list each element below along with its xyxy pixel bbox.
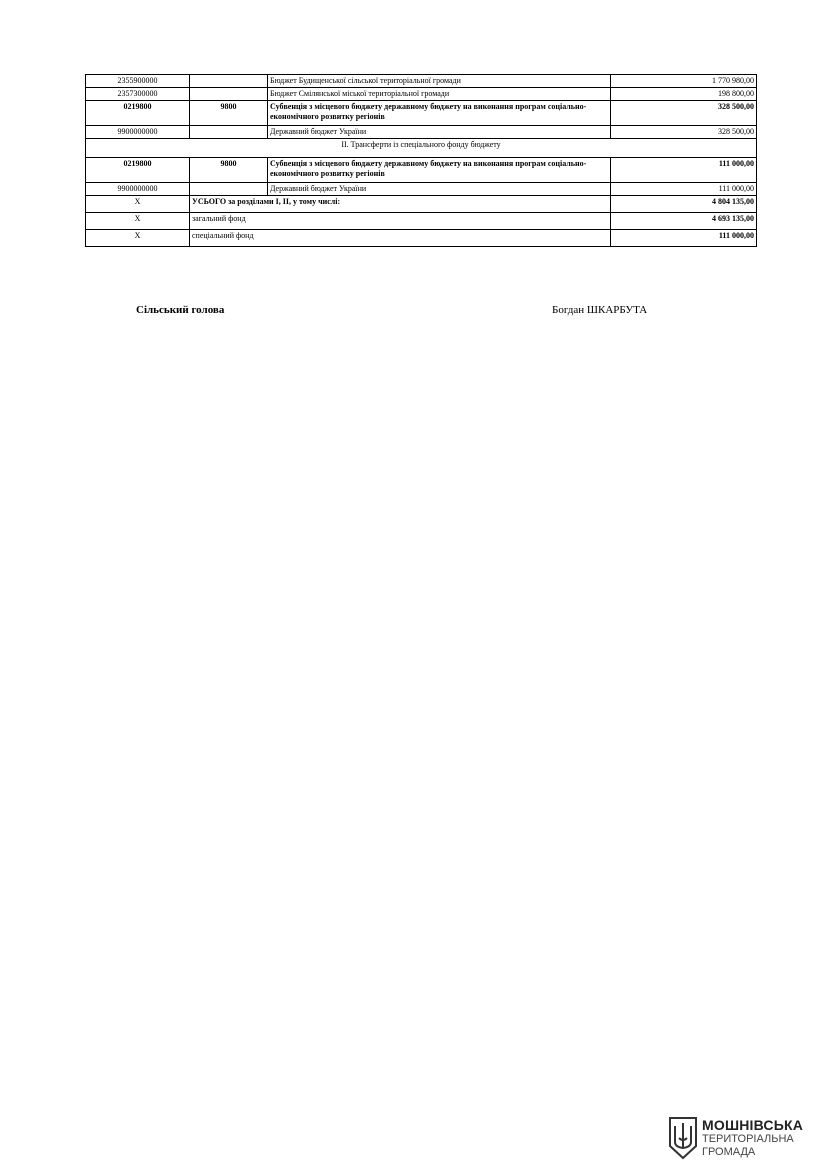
kfk-cell — [190, 183, 268, 196]
logo-line-3: ГРОМАДА — [702, 1146, 756, 1158]
special-fund-label-cell: спеціальний фонд — [190, 230, 611, 247]
table-row — [86, 183, 757, 196]
logo-line-2: ТЕРИТОРІАЛЬНА — [702, 1133, 794, 1145]
subvention-name-cell: Субвенція з місцевого бюджету державному бюджету на виконання програм соціально-економічного розвитку регіонів — [268, 101, 611, 126]
trident-emblem-icon — [668, 1116, 698, 1160]
recipient-name-cell: Державний бюджет України — [268, 126, 611, 139]
table-row — [86, 126, 757, 139]
kfk-cell: 9800 — [190, 158, 268, 183]
general-fund-amount-cell: 4 693 135,00 — [611, 213, 757, 230]
community-logo — [668, 1116, 813, 1162]
total-row — [86, 196, 757, 213]
table-row — [86, 101, 757, 126]
total-label-cell: УСЬОГО за розділами І, ІІ, у тому числі: — [190, 196, 611, 213]
general-fund-row — [86, 213, 757, 230]
budget-code-cell: 9900000000 — [86, 183, 190, 196]
logo-line-1: МОШНІВСЬКА — [702, 1117, 804, 1133]
recipient-name-cell: Державний бюджет України — [268, 183, 611, 196]
recipient-name-cell: Бюджет Будищенської сільської територіальної громади — [268, 75, 611, 88]
kfk-cell: 9800 — [190, 101, 268, 126]
x-mark-cell: Х — [86, 230, 190, 247]
section-header-row — [86, 139, 757, 158]
special-fund-amount-cell: 111 000,00 — [611, 230, 757, 247]
special-fund-row — [86, 230, 757, 247]
total-amount-cell: 4 804 135,00 — [611, 196, 757, 213]
amount-cell: 328 500,00 — [611, 126, 757, 139]
x-mark-cell: Х — [86, 213, 190, 230]
budget-code-cell: 2355900000 — [86, 75, 190, 88]
budget-code-cell: 2357300000 — [86, 88, 190, 101]
table-row — [86, 75, 757, 88]
amount-cell: 111 000,00 — [611, 158, 757, 183]
amount-cell: 328 500,00 — [611, 101, 757, 126]
kfk-cell — [190, 126, 268, 139]
x-mark-cell: Х — [86, 196, 190, 213]
amount-cell: 1 770 980,00 — [611, 75, 757, 88]
table-row — [86, 88, 757, 101]
section-title: ІІ. Трансферти із спеціального фонду бюджету — [86, 139, 757, 158]
kfk-cell — [190, 75, 268, 88]
program-code-cell: 0219800 — [86, 101, 190, 126]
recipient-name-cell: Бюджет Смілянської міської територіальної громади — [268, 88, 611, 101]
amount-cell: 198 800,00 — [611, 88, 757, 101]
kfk-cell — [190, 88, 268, 101]
amount-cell: 111 000,00 — [611, 183, 757, 196]
signature-name: Богдан ШКАРБУТА — [552, 304, 648, 316]
budget-code-cell: 9900000000 — [86, 126, 190, 139]
subvention-name-cell: Субвенція з місцевого бюджету державному бюджету на виконання програм соціально-економічного розвитку регіонів — [268, 158, 611, 183]
program-code-cell: 0219800 — [86, 158, 190, 183]
table-row — [86, 158, 757, 183]
general-fund-label-cell: загальний фонд — [190, 213, 611, 230]
signature-title: Сільський голова — [136, 304, 225, 316]
transfers-table — [85, 74, 757, 247]
